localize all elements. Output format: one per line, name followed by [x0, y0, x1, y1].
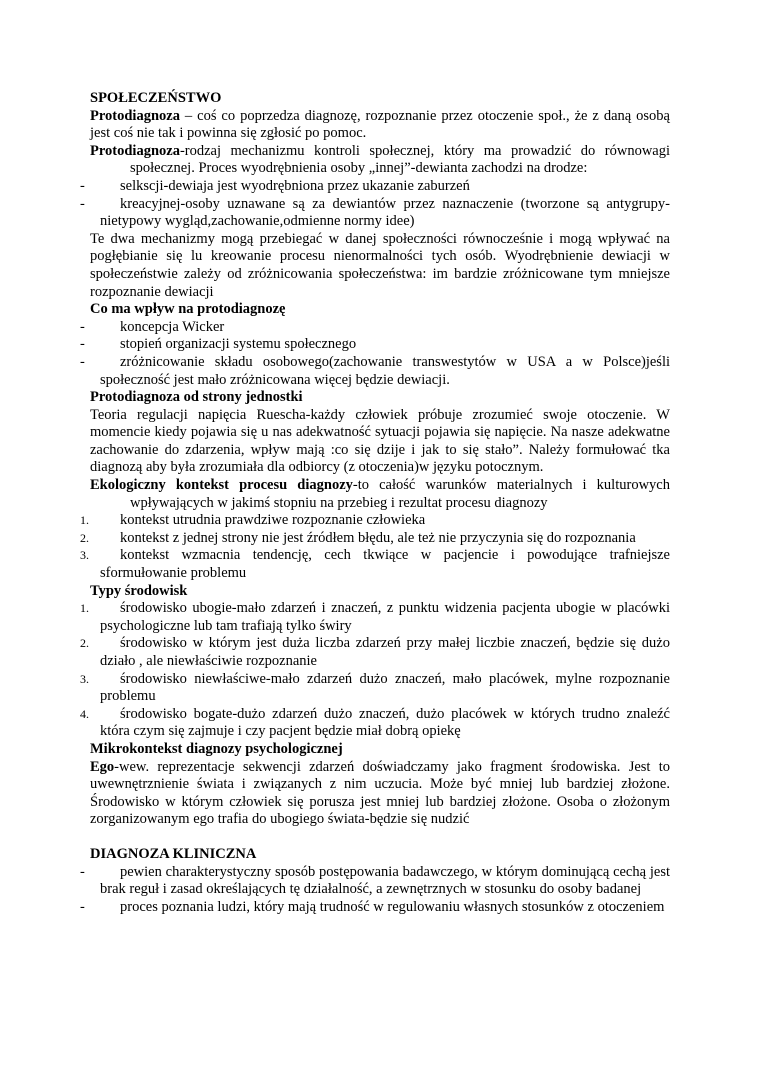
- list-item-text: zróżnicowanie składu osobowego(zachowanie transwestytów w USA a w Polsce)jeśli społeczność jest mało zróżnicowana więcej będzie dewiacji.: [100, 353, 670, 388]
- list-item: [80, 898, 670, 917]
- paragraph-ecological-context: [90, 477, 670, 512]
- list-item: [80, 336, 670, 354]
- list-item-text: środowisko w którym jest duża liczba zdarzeń przy małej liczbie znaczeń, będzie się dużo działo , ale niewłaściwie rozpoznanie: [100, 635, 670, 669]
- term-ecological-context: Ekologiczny kontekst procesu diagnozy: [90, 477, 353, 494]
- paragraph-text: -rodzaj mechanizmu kontroli społecznej, który ma prowadzić do równowagi społecznej. Proces wyodrębnienia osoby „innej”-dewianta zachodzi na drodze:: [130, 142, 670, 177]
- list-item: [80, 863, 670, 899]
- list-marker: -: [80, 898, 85, 915]
- heading-microcontext: Mikrokontekst diagnozy psychologicznej: [90, 740, 343, 757]
- list-marker: -: [80, 863, 85, 880]
- list-marker: -: [80, 353, 85, 370]
- spacer: [90, 829, 670, 846]
- heading-influence: Co ma wpływ na protodiagnozę: [90, 301, 286, 318]
- paragraph-protodiagnoza-mechanism: [90, 143, 670, 178]
- list-item-text: kontekst z jednej strony nie jest źródłem błędu, ale też nie przyczynia się do rozpoznania: [120, 529, 636, 546]
- list-marker: 2.: [80, 530, 89, 545]
- list-marker: -: [80, 195, 85, 212]
- list-marker: 1.: [80, 601, 89, 616]
- heading-spoleczenstwo: SPOŁECZEŃSTWO: [90, 90, 222, 106]
- heading-environment-types: Typy środowisk: [90, 582, 188, 599]
- term-protodiagnoza: Protodiagnoza: [90, 142, 180, 159]
- list-item: [80, 547, 670, 582]
- list-item-text: środowisko niewłaściwe-mało zdarzeń dużo znaczeń, mało placówek, mylne rozpoznanie problemu: [100, 670, 670, 705]
- list-marker: 4.: [80, 706, 89, 721]
- list-marker: -: [80, 177, 85, 194]
- list-item-text: kreacyjnej-osoby uznawane są za dewiantów przez naznaczenie (tworzone są antygrupy-nietypowy wygląd,zachowanie,odmienne normy idee): [100, 195, 670, 230]
- list-item-text: proces poznania ludzi, który mają trudność w regulowaniu własnych stosunków z otoczeniem: [120, 898, 665, 915]
- list-marker: 3.: [80, 548, 89, 563]
- list-item: [80, 705, 670, 741]
- term-protodiagnoza: Protodiagnoza: [90, 107, 180, 124]
- list-item-text: kontekst utrudnia prawdziwe rozpoznanie człowieka: [120, 512, 426, 529]
- paragraph-text: – coś co poprzedza diagnozę, rozpoznanie przez otoczenie społ., że z daną osobą jest coś nie tak i powinna się zgłosić po pomoc.: [90, 107, 670, 142]
- list-marker: 3.: [80, 671, 89, 686]
- paragraph-protodiagnoza-definition: [90, 108, 670, 143]
- list-item: [80, 670, 670, 706]
- list-item-text: stopień organizacji systemu społecznego: [120, 336, 357, 353]
- list-item-text: koncepcja Wicker: [120, 318, 225, 335]
- list-marker: -: [80, 318, 85, 335]
- list-marker: 2.: [80, 636, 89, 651]
- list-item: [80, 529, 670, 548]
- list-item: [80, 512, 670, 530]
- paragraph-ruesch-theory: Teoria regulacji napięcia Ruescha-każdy człowiek próbuje zrozumieć swoje otoczenie. W momencie kiedy pojawia się u nas adekwatność sytuacji pojawia się napięcie. Na nasze adekwatne zachowanie do zdarzenia, wpływ mają :co się dzije i jak to się stało”. Należy formułować tka diagnozą aby była zrozumiała dla odbiorcy (z otoczenia)w języku potocznym.: [90, 406, 670, 476]
- list-item-text: selkscji-dewiaja jest wyodrębniona przez ukazanie zaburzeń: [120, 177, 470, 194]
- list-item: [80, 353, 670, 389]
- heading-individual: Protodiagnoza od strony jednostki: [90, 389, 303, 406]
- heading-clinical-diagnosis: DIAGNOZA KLINICZNA: [90, 845, 257, 862]
- list-item: [80, 600, 670, 635]
- term-ego: Ego: [90, 758, 115, 775]
- list-item-text: kontekst wzmacnia tendencję, cech tkwiące w pacjencie i powodujące trafniejsze sformułowanie problemu: [100, 547, 670, 582]
- list-item: [80, 195, 670, 231]
- list-marker: 1.: [80, 513, 89, 528]
- list-item-text: pewien charakterystyczny sposób postępowania badawczego, w którym dominującą cechą jest brak reguł i zasad określających tę działalność, a zewnętrznych w stosunku do osoby badanej: [100, 863, 670, 898]
- paragraph-text: -wew. reprezentacje sekwencji zdarzeń doświadczamy jako fragment środowiska. Jest to uwewnętrznienie świata i związanych z nim uczucia. Może być mniej lub bardziej złożone. Środowisko w którym człowiek się porusza jest mniej lub bardziej złożone. Osoba o złożonym zorganizowanym ego trafia do ubogiego świata-będzie się nudzić: [90, 758, 670, 828]
- list-item: [80, 635, 670, 670]
- list-item: [80, 318, 670, 337]
- list-item-text: środowisko bogate-dużo zdarzeń dużo znaczeń, dużo placówek w których trudno znaleźć która czym się zajmuje i czy pacjent będzie miał dobrą opiekę: [100, 705, 670, 740]
- paragraph-ego: [90, 759, 670, 829]
- list-marker: -: [80, 336, 85, 353]
- list-item-text: środowisko ubogie-mało zdarzeń i znaczeń, z punktu widzenia pacjenta ubogie w placówki psychologiczne lub tam trafiają tylko świry: [100, 600, 670, 634]
- paragraph-mechanisms: Te dwa mechanizmy mogą przebiegać w danej społeczności równocześnie i mogą wpływać na pogłębianie się lu kreowanie procesu nienormalności tych osób. Wyodrębnienie dewiacji w społeczeństwie zależy od zróżnicowania społeczeństwa: im bardzie zróżnicowane tym mniejsze rozpoznanie dewiacji: [90, 230, 670, 300]
- list-item: [80, 177, 670, 196]
- paragraph-text: -to całość warunków materialnych i kulturowych wpływających w jakimś stopniu na przebieg i rezultat procesu diagnozy: [130, 477, 670, 511]
